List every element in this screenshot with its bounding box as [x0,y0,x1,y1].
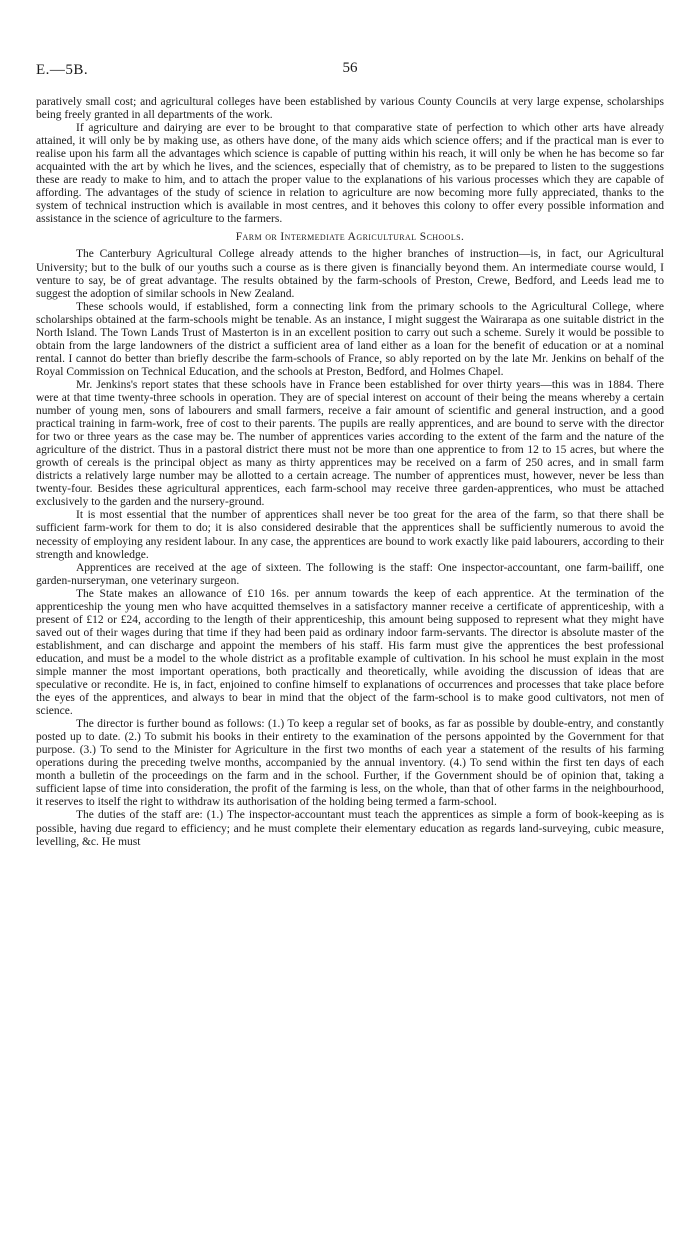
section-heading [36,231,664,244]
paragraph: Apprentices are received at the age of sixteen. The following is the staff: One inspector-accountant, one farm-bailiff, one garden-nurseryman, one veterinary surgeon. [36,561,664,587]
paragraph: If agriculture and dairying are ever to be brought to that comparative state of perfection to which other arts have already attained, it will only be by making use, as others have done, of the many aids which science offers; and if the practical man is ever to realise upon his farm all the advantages which science is capable of putting within his reach, it will only be when he has become so far acquainted with the art by which he lives, and the sciences, especially that of chemistry, as to be prepared to listen to the suggestions these are ready to make to him, and to attach the proper value to the explanations of his various processes which they are capable of affording. The advantages of the study of science in relation to agriculture are now becoming more fully appreciated, thanks to the system of technical instruction which is available in most centres, and it behoves this colony to offer every possible information and assistance in the science of agriculture to the farmers. [36,122,664,226]
paragraph: The director is further bound as follows: (1.) To keep a regular set of books, as far as possible by double-entry, and constantly posted up to date. (2.) To submit his books in their entirety to the examination of the persons appointed by the Government for that purpose. (3.) To send to the Minister for Agriculture in the first two months of each year a statement of the results of his farming operations during the preceding twelve months, accompanied by the annual inventory. (4.) To send within the first ten days of each month a bulletin of the proceedings on the farm and in the school. Further, if the Government should be of opinion that, taking a sufficient lapse of time into consideration, the profit of the farming is less, on the whole, than that of other farms in the neighbourhood, it reserves to itself the right to withdraw its authorisation of the holding being termed a farm-school. [36,718,664,809]
section-heading-text: Farm or Intermediate Agricultural Schools. [235,231,465,244]
paragraph: Mr. Jenkins's report states that these schools have in France been established for over thirty years—this was in 1884. There were at that time twenty-three schools in operation. They are of special interest on account of their being the means whereby a certain number of young men, sons of labourers and small farmers, receive a fair amount of scientific and general instruction, and a good practical training in farm-work, free of cost to their parents. The pupils are really apprentices, and are bound to serve with the director for two or three years as the case may be. The number of apprentices varies according to the extent of the farm and the nature of the agriculture of the district. Thus in a pastoral district there must not be more than one apprentice to from 12 to 15 acres, but where the growth of cereals is the principal object as many as thirty apprentices may be received on a farm of 250 acres, and in small farm districts a relatively large number may be allotted to a certain acreage. The number of apprentices must, however, never be less than twenty-four. Besides these agricultural apprentices, each farm-school may receive three garden-apprentices, who must be attached exclusively to the garden and the nursery-ground. [36,378,664,509]
paragraph: These schools would, if established, form a connecting link from the primary schools to the Agricultural College, where scholarships obtained at the farm-schools might be tenable. As an instance, I might suggest the Wairarapa as one suitable district in the North Island. The Town Lands Trust of Masterton is in an excellent position to carry out such a scheme. Surely it would be possible to obtain from the large landowners of the district a sufficient area of land either as a loan for the benefit of education or at a nominal rental. I cannot do better than briefly describe the farm-schools of France, so ably reported on by the late Mr. Jenkins on behalf of the Royal Commission on Technical Education, and the schools at Preston, Bedford, and Holmes Chapel. [36,300,664,378]
paragraph: It is most essential that the number of apprentices shall never be too great for the area of the farm, so that there shall be sufficient farm-work for them to do; it is also considered desirable that the apprentices shall be sufficiently numerous to avoid the necessity of employing any resident labour. In any case, the apprentices are bound to work exactly like paid labourers, according to their strength and knowledge. [36,509,664,561]
paragraph: The Canterbury Agricultural College already attends to the higher branches of instruction—is, in fact, our Agricultural University; but to the bulk of our youths such a course as is there given is financially beyond them. An intermediate course would, I venture to say, be of great advantage. The results obtained by the farm-schools of Preston, Crewe, Bedford, and Leeds lead me to suggest the adoption of similar schools in New Zealand. [36,248,664,300]
paragraph: The duties of the staff are: (1.) The inspector-accountant must teach the apprentices as simple a form of book-keeping as is possible, having due regard to efficiency; and he must complete their elementary education as regards land-surveying, cubic measure, levelling, &c. He must [36,809,664,848]
paragraph: paratively small cost; and agricultural colleges have been established by various County Councils at very large expense, scholarships being freely granted in all departments of the work. [36,96,664,122]
document-body [36,96,664,849]
paragraph: The State makes an allowance of £10 16s. per annum towards the keep of each apprentice. At the termination of the apprenticeship the young men who have acquitted themselves in a satisfactory manner receive a certificate of apprenticeship, with a present of £12 or £24, according to the length of their apprenticeship, this amount being supposed to represent what they might have saved out of their wages during that time if they had been paid as ordinary indoor farm-servants. The director is absolute master of the establishment, and can discharge and appoint the members of his staff. His farm must give the apprentices the best professional education, and must be a model to the whole district as a profitable example of cultivation. In his school he must explain in the most simple manner the most important operations, both practically and theoretically, while avoiding the discussion of ideas that are speculative or recondite. He is, in fact, enjoined to confine himself to explanations of occurrences and processes that take place before the eyes of the apprentices, and always to bear in mind that the object of the farm-school is to make good cultivators, not men of science. [36,587,664,718]
document-reference: E.—5B. [36,62,89,78]
page-number: 56 [342,60,358,76]
